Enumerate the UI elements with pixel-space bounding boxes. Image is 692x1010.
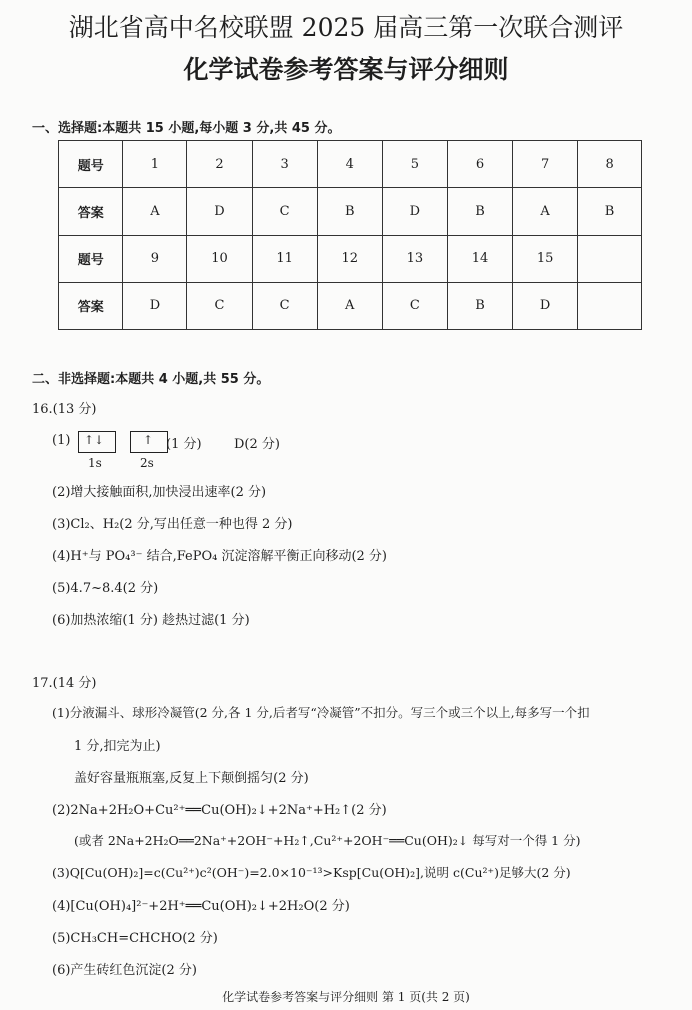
- table-cell: D: [513, 282, 578, 329]
- table-cell: D: [187, 188, 252, 235]
- orbital-arrows-2s: ↑: [143, 433, 154, 447]
- answer-table: [58, 140, 642, 330]
- table-cell: D: [123, 282, 187, 329]
- orbital-box-2s: [130, 431, 168, 453]
- table-cell: C: [382, 282, 447, 329]
- q16-p1-score: (1 分): [166, 437, 202, 452]
- row-label: 题号: [59, 235, 123, 282]
- section2-heading: 二、非选择题:本题共 4 小题,共 55 分。: [32, 372, 270, 387]
- q17-p4: (4)[Cu(OH)₄]²⁻+2H⁺══Cu(OH)₂↓+2H₂O(2 分): [52, 899, 350, 914]
- q17-p3: (3)Q[Cu(OH)₂]=c(Cu²⁺)c²(OH⁻)=2.0×10⁻¹³>Ksp[Cu(OH)₂],说明 c(Cu²⁺)足够大(2 分): [52, 865, 571, 880]
- table-cell: 1: [123, 141, 187, 188]
- table-cell: 12: [317, 235, 382, 282]
- q17-p2: (2)2Na+2H₂O+Cu²⁺══Cu(OH)₂↓+2Na⁺+H₂↑(2 分): [52, 803, 387, 818]
- row-label: 答案: [59, 188, 123, 235]
- table-cell: 3: [252, 141, 317, 188]
- table-cell: B: [447, 282, 512, 329]
- q16-p6: (6)加热浓缩(1 分) 趁热过滤(1 分): [52, 613, 250, 628]
- table-cell: B: [447, 188, 512, 235]
- table-cell: A: [123, 188, 187, 235]
- table-cell: 4: [317, 141, 382, 188]
- table-row: [59, 141, 642, 188]
- section1-heading: 一、选择题:本题共 15 小题,每小题 3 分,共 45 分。: [32, 121, 341, 136]
- table-cell: 15: [513, 235, 578, 282]
- page-subtitle: 化学试卷参考答案与评分细则: [183, 55, 509, 84]
- q17-p1-line2: 1 分,扣完为止): [74, 739, 161, 754]
- orbital-label-1s: 1s: [88, 456, 102, 470]
- table-cell: 13: [382, 235, 447, 282]
- table-cell: B: [578, 188, 642, 235]
- q17-heading: 17.(14 分): [32, 676, 97, 691]
- table-cell: 5: [382, 141, 447, 188]
- table-cell: [578, 282, 642, 329]
- orbital-box-1s: [78, 431, 116, 453]
- table-cell: 8: [578, 141, 642, 188]
- table-cell: 7: [513, 141, 578, 188]
- table-cell: B: [317, 188, 382, 235]
- q17-p1-line3: 盖好容量瓶瓶塞,反复上下颠倒摇匀(2 分): [74, 771, 309, 786]
- table-cell: 6: [447, 141, 512, 188]
- q17-p6: (6)产生砖红色沉淀(2 分): [52, 963, 197, 978]
- q16-p2: (2)增大接触面积,加快浸出速率(2 分): [52, 485, 267, 500]
- table-cell: [578, 235, 642, 282]
- page-footer: 化学试卷参考答案与评分细则 第 1 页(共 2 页): [222, 990, 470, 1004]
- table-cell: D: [382, 188, 447, 235]
- table-row: [59, 235, 642, 282]
- row-label: 题号: [59, 141, 123, 188]
- table-cell: 14: [447, 235, 512, 282]
- q16-p1-answer: D(2 分): [234, 437, 280, 452]
- table-cell: 2: [187, 141, 252, 188]
- table-row: [59, 188, 642, 235]
- q16-p3: (3)Cl₂、H₂(2 分,写出任意一种也得 2 分): [52, 517, 293, 532]
- table-cell: A: [513, 188, 578, 235]
- q16-p5: (5)4.7~8.4(2 分): [52, 581, 159, 596]
- table-cell: 10: [187, 235, 252, 282]
- page-title: 湖北省高中名校联盟 2025 届高三第一次联合测评: [68, 13, 624, 42]
- table-cell: 9: [123, 235, 187, 282]
- row-label: 答案: [59, 282, 123, 329]
- q16-p4: (4)H⁺与 PO₄³⁻ 结合,FePO₄ 沉淀溶解平衡正向移动(2 分): [52, 549, 387, 564]
- table-cell: C: [187, 282, 252, 329]
- q17-p5: (5)CH₃CH=CHCHO(2 分): [52, 931, 218, 946]
- q17-p2-alt: (或者 2Na+2H₂O══2Na⁺+2OH⁻+H₂↑,Cu²⁺+2OH⁻══Cu(OH)₂↓ 每写对一个得 1 分): [74, 833, 581, 848]
- orbital-arrows-1s: ↑↓: [84, 433, 105, 447]
- table-row: [59, 282, 642, 329]
- orbital-label-2s: 2s: [140, 456, 154, 470]
- table-cell: C: [252, 282, 317, 329]
- q16-p1-prefix: (1): [52, 433, 71, 448]
- table-cell: A: [317, 282, 382, 329]
- table-cell: 11: [252, 235, 317, 282]
- q16-heading: 16.(13 分): [32, 402, 97, 417]
- q17-p1-line1: (1)分液漏斗、球形冷凝管(2 分,各 1 分,后者写“冷凝管”不扣分。写三个或三个以上,每多写一个扣: [52, 705, 590, 720]
- table-cell: C: [252, 188, 317, 235]
